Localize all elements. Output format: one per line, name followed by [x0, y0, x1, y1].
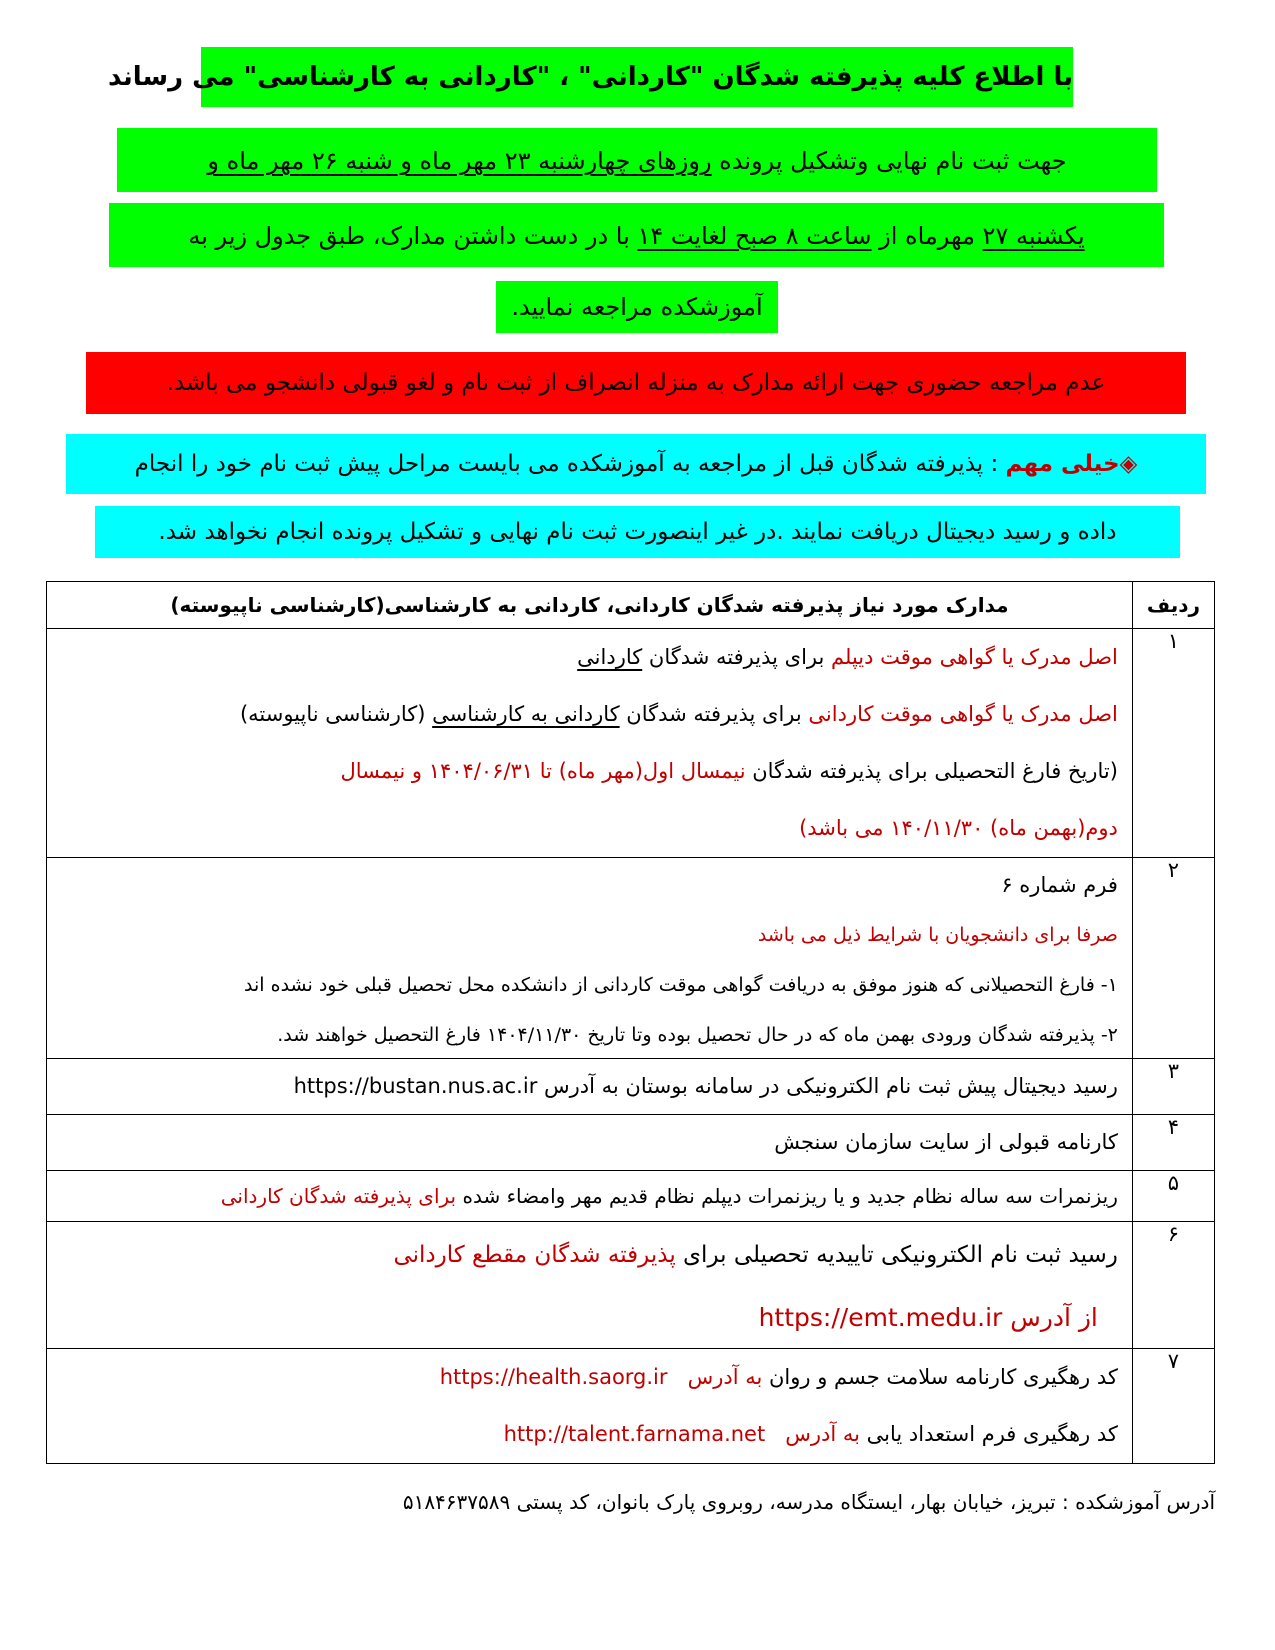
title-kardani: "کاردانی" — [578, 62, 704, 92]
red-text: پذیرفته شدگان مقطع کاردانی — [393, 1242, 676, 1268]
red-text: از آدرس — [1002, 1303, 1098, 1332]
table-row — [47, 629, 1215, 858]
table-row — [47, 1059, 1215, 1115]
row-line — [61, 1059, 1118, 1114]
title-kardani-to-karshenasi: "کاردانی به کارشناسی" — [243, 62, 551, 92]
row-line — [61, 743, 1118, 800]
plain-text: کد رهگیری کارنامه سلامت جسم و روان — [762, 1365, 1118, 1389]
plain-text: برای پذیرفته شدگان — [619, 702, 809, 726]
red-text: اصل مدرک یا گواهی موقت دیپلم — [831, 645, 1118, 669]
title-separator: ، — [550, 62, 579, 92]
row-line — [61, 1222, 1118, 1285]
row-number: ۳ — [1132, 1059, 1214, 1115]
header-documents: مدارک مورد نیاز پذیرفته شدگان کاردانی، کاردانی به کارشناسی(کارشناسی ناپیوسته) — [47, 582, 1133, 629]
row-line — [61, 629, 1118, 686]
table-row — [47, 858, 1215, 1059]
row-line — [61, 1171, 1118, 1221]
diamond-icon: ◈ — [1119, 451, 1138, 477]
table-row — [47, 1222, 1215, 1349]
red-text: برای پذیرفته شدگان کاردانی — [220, 1184, 457, 1208]
red-text: اصل مدرک یا گواهی موقت کاردانی — [808, 702, 1118, 726]
underlined-text: کاردانی به کارشناسی — [432, 702, 620, 726]
important-notice-line-2: داده و رسید دیجیتال دریافت نمایند .در غیر اینصورت ثبت نام نهایی و تشکیل پرونده انجام نخواهد شد. — [95, 506, 1180, 558]
row-line: ۱- فارغ التحصیلانی که هنوز موفق به دریافت گواهی موقت کاردانی از دانشکده محل تحصیل قبلی خود نشده اند — [244, 974, 1118, 996]
row-content — [47, 1115, 1133, 1171]
row-content — [47, 1222, 1133, 1349]
title-tail: می رساند — [107, 62, 244, 92]
schedule-text: جهت ثبت نام نهایی وتشکیل پرونده — [711, 147, 1067, 175]
row-number: ۷ — [1132, 1349, 1214, 1464]
row-line — [61, 1349, 1118, 1406]
bustan-link[interactable]: https://bustan.nus.ac.ir — [293, 1074, 538, 1098]
plain-text: (تاریخ فارغ التحصیلی برای پذیرفته شدگان — [745, 759, 1118, 783]
plain-text: (کارشناسی ناپیوسته) — [239, 702, 433, 726]
row-number: ۴ — [1132, 1115, 1214, 1171]
table-row — [47, 1115, 1215, 1171]
row-line: دوم(بهمن ماه) ۱۴۰/۱۱/۳۰ می باشد) — [799, 816, 1118, 840]
title-text: با اطلاع کلیه پذیرفته شدگان — [703, 62, 1073, 92]
plain-text: برای پذیرفته شدگان — [642, 645, 832, 669]
plain-text: رسید ثبت نام الکترونیکی تاییدیه تحصیلی برای — [675, 1242, 1118, 1268]
row-line: فرم شماره ۶ — [1001, 873, 1118, 897]
important-text: : پذیرفته شدگان قبل از مراجعه به آموزشکده می بایست مراحل پیش ثبت نام خود را انجام — [134, 451, 1006, 477]
schedule-text: با در دست داشتن مدارک، طبق جدول زیر به — [188, 222, 638, 250]
row-line: کارنامه قبولی از سایت سازمان سنجش — [774, 1130, 1118, 1154]
schedule-line-2 — [109, 203, 1164, 267]
talent-link[interactable]: http://talent.farnama.net — [503, 1422, 766, 1446]
schedule-hours: ساعت ۸ صبح لغایت ۱۴ — [637, 222, 872, 250]
schedule-sunday: یکشنبه ۲۷ — [982, 222, 1085, 250]
table-row — [47, 1349, 1215, 1464]
row-number: ۶ — [1132, 1222, 1214, 1349]
header-row-number: ردیف — [1132, 582, 1214, 629]
schedule-dates: روزهای چهارشنبه ۲۳ مهر ماه و شنبه ۲۶ مهر ماه و — [207, 147, 712, 175]
schedule-line-3: آموزشکده مراجعه نمایید. — [496, 281, 778, 333]
row-content — [47, 1349, 1133, 1464]
warning-banner: عدم مراجعه حضوری جهت ارائه مدارک به منزله انصراف از ثبت نام و لغو قبولی دانشجو می باشد. — [86, 352, 1186, 414]
row-line: صرفا برای دانشجویان با شرایط ذیل می باشد — [757, 924, 1118, 946]
important-label: خیلی مهم — [1005, 451, 1120, 477]
table-header-row — [47, 582, 1215, 629]
table-row — [47, 1171, 1215, 1222]
row-line — [61, 1285, 1118, 1348]
red-text: به آدرس — [778, 1422, 860, 1446]
plain-text: ریزنمرات سه ساله نظام جدید و یا ریزنمرات دیپلم نظام قدیم مهر وامضاء شده — [456, 1184, 1118, 1208]
health-link[interactable]: https://health.saorg.ir — [439, 1365, 668, 1389]
underlined-text: کاردانی — [577, 645, 643, 669]
school-address: آدرس آموزشکده : تبریز، خیابان بهار، ایستگاه مدرسه، روبروی پارک بانوان، کد پستی ۵۱۸۴۶۳۷۵۸۹ — [402, 1490, 1215, 1514]
announcement-title — [107, 47, 1073, 107]
required-documents-table — [46, 581, 1215, 1464]
red-text: به آدرس — [680, 1365, 763, 1389]
red-text: نیمسال اول(مهر ماه) تا ۱۴۰۴/۰۶/۳۱ و نیمسال — [340, 759, 746, 783]
row-line — [61, 686, 1118, 743]
schedule-text: مهرماه از — [871, 222, 983, 250]
schedule-line-1 — [117, 128, 1157, 192]
row-content — [47, 1059, 1133, 1115]
row-number: ۲ — [1132, 858, 1214, 1059]
row-line — [61, 1406, 1118, 1463]
emt-link[interactable]: https://emt.medu.ir — [758, 1303, 1003, 1332]
row-content — [47, 858, 1133, 1059]
plain-text: رسید دیجیتال پیش ثبت نام الکترونیکی در سامانه بوستان به آدرس — [537, 1074, 1118, 1098]
row-number: ۵ — [1132, 1171, 1214, 1222]
row-number: ۱ — [1132, 629, 1214, 858]
row-content — [47, 1171, 1133, 1222]
row-line: ۲- پذیرفته شدگان ورودی بهمن ماه که در حال تحصیل بوده وتا تاریخ ۱۴۰۴/۱۱/۳۰ فارغ التحصیل خواهند شد. — [277, 1024, 1118, 1046]
row-content — [47, 629, 1133, 858]
plain-text: کد رهگیری فرم استعداد یابی — [859, 1422, 1118, 1446]
important-notice-line-1 — [66, 434, 1206, 494]
